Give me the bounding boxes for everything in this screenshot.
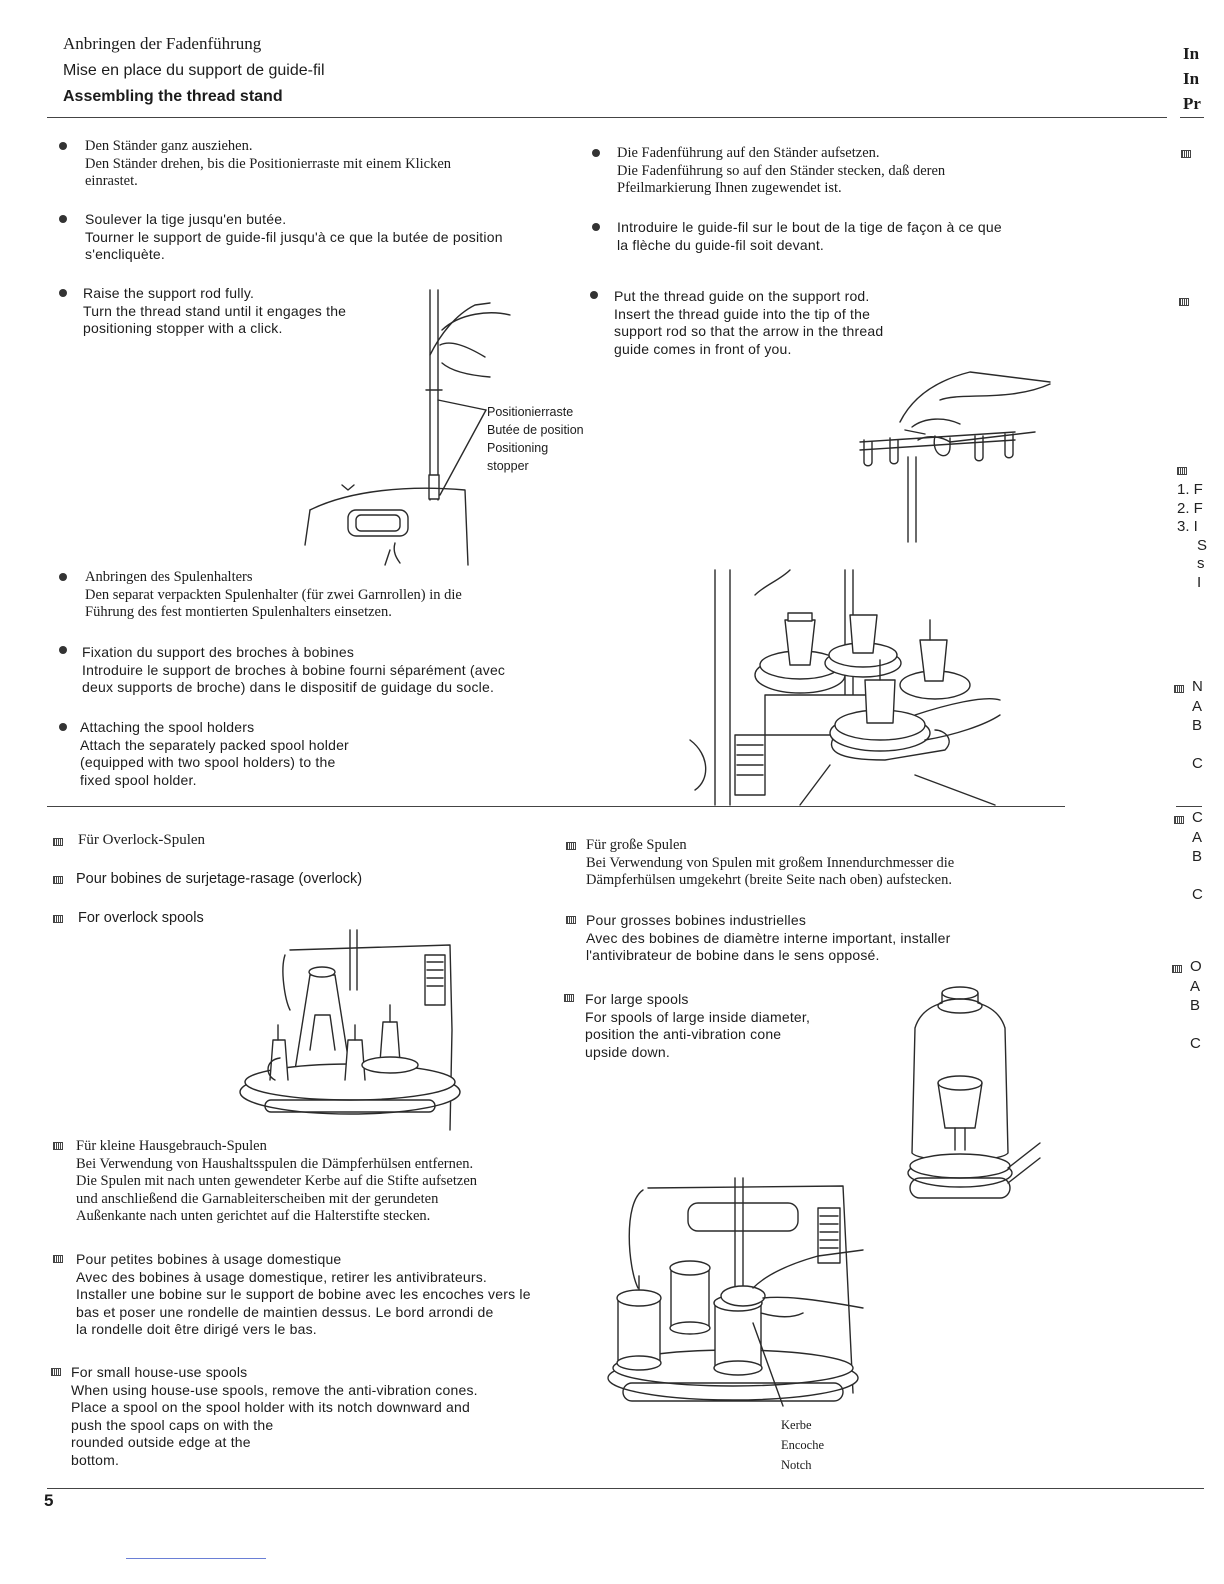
footer-rule	[47, 1488, 1204, 1489]
bullet-icon	[59, 215, 67, 223]
square-bullet-icon	[53, 915, 63, 923]
bullet-icon	[592, 223, 600, 231]
page-number: 5	[44, 1491, 54, 1510]
stand-left-en: Raise the support rod fully. Turn the thread stand until it engages the positioning stopper with a click.	[83, 285, 347, 336]
bullet-icon	[59, 573, 67, 581]
square-bullet-icon	[53, 1142, 63, 1150]
notch-label: Kerbe Encoche Notch	[781, 1418, 825, 1472]
square-bullet-icon	[51, 1368, 61, 1376]
large-spools-fr: Pour grosses bobines industrielles Avec des bobines de diamètre interne important, installer l'antivibrateur de bobine dans le sens opposé.	[586, 912, 951, 963]
large-spools-de: Für große Spulen Bei Verwendung von Spulen mit großem Innendurchmesser die Dämpferhülsen umgekehrt (breite Seite nach oben) aufstecken.	[586, 837, 955, 888]
stand-left-de: Den Ständer ganz ausziehen. Den Ständer drehen, bis die Positionierraste mit einem Klicken einrastet.	[85, 138, 452, 189]
bullet-icon	[59, 723, 67, 731]
title-english: Assembling the thread stand	[63, 88, 283, 105]
right-edge-letters-1: N A B C	[1192, 678, 1203, 772]
overlock-spools-illustration	[240, 930, 470, 1130]
bullet-icon	[590, 291, 598, 299]
small-spools-de: Für kleine Hausgebrauch-Spulen Bei Verwendung von Haushaltsspulen die Dämpferhülsen entfernen. Die Spulen mit nach unten gewendeter Kerbe auf die Stifte aufsetzen und anschließend die Garnableiterscheiben mit der gerundeten Außenkante nach unten gerichtet auf die Halterstifte stecken.	[76, 1138, 478, 1224]
square-bullet-icon	[1172, 965, 1182, 973]
square-bullet-icon	[1174, 816, 1184, 824]
edge-header-3: Pr	[1183, 94, 1201, 113]
bullet-icon	[59, 142, 67, 150]
square-bullet-icon	[1177, 467, 1187, 475]
square-bullet-icon	[566, 916, 576, 924]
square-bullet-icon	[1174, 685, 1184, 693]
large-spools-en: For large spools For spools of large inside diameter, position the anti-vibration cone upside down.	[585, 991, 811, 1060]
support-rod-illustration	[290, 285, 490, 565]
thread-guide-illustration	[850, 362, 1060, 547]
overlock-fr: Pour bobines de surjetage-rasage (overlock)	[76, 871, 363, 887]
edge-header-1: In	[1183, 44, 1200, 63]
page-edge-mark	[126, 1558, 266, 1559]
overlock-de: Für Overlock-Spulen	[78, 832, 206, 848]
bullet-icon	[59, 289, 67, 297]
square-bullet-icon	[1181, 150, 1191, 158]
square-bullet-icon	[564, 994, 574, 1002]
small-spools-illustration	[603, 1178, 868, 1413]
stopper-label: Positionierraste Butée de position Positioning stopper	[487, 405, 584, 473]
spool-holder-en: Attaching the spool holders Attach the separately packed spool holder (equipped with two spool holders) to the fixed spool holder.	[80, 719, 349, 788]
small-spools-fr: Pour petites bobines à usage domestique Avec des bobines à usage domestique, retirer les antivibrateurs. Installer une bobine sur le support de bobine avec les encoches vers le bas et poser une rondelle de maintien dessus. Le bord arrondi de la rondelle doit être dirigé vers le bas.	[76, 1251, 531, 1337]
stand-right-en: Put the thread guide on the support rod. Insert the thread guide into the tip of the support rod so that the arrow in the thread guide comes in front of you.	[614, 288, 884, 357]
stand-left-fr: Soulever la tige jusqu'en butée. Tourner le support de guide-fil jusqu'à ce que la butée de position s'encliquète.	[85, 211, 503, 262]
header-rule-right	[1180, 117, 1204, 118]
stand-right-de: Die Fadenführung auf den Ständer aufsetzen. Die Fadenführung so auf den Ständer stecken, daß deren Pfeilmarkierung Ihnen zugewendet ist.	[617, 145, 946, 196]
bullet-icon	[592, 149, 600, 157]
overlock-en: For overlock spools	[78, 910, 204, 926]
title-german: Anbringen der Fadenführung	[63, 34, 262, 53]
square-bullet-icon	[1179, 298, 1189, 306]
edge-header-2: In	[1183, 69, 1200, 88]
spool-holder-fr: Fixation du support des broches à bobines Introduire le support de broches à bobine fourni séparément (avec deux supports de broche) dans le dispositif de guidage du socle.	[82, 644, 506, 695]
square-bullet-icon	[53, 876, 63, 884]
header-rule	[47, 117, 1167, 118]
spool-holder-illustration	[685, 565, 1005, 810]
square-bullet-icon	[53, 1255, 63, 1263]
section-rule-right	[1176, 806, 1202, 807]
right-edge-header	[1183, 41, 1201, 116]
right-edge-list: 1. F 2. F 3. I S s I	[1177, 481, 1208, 591]
stand-right-fr: Introduire le guide-fil sur le bout de la tige de façon à ce que la flèche du guide-fil soit devant.	[617, 219, 1002, 253]
title-french: Mise en place du support de guide-fil	[63, 62, 325, 79]
small-spools-en: For small house-use spools When using house-use spools, remove the anti-vibration cones. Place a spool on the spool holder with its notch downward and push the spool caps on with the rounded outside edge at the bottom.	[71, 1364, 478, 1468]
section-rule	[47, 806, 1065, 807]
right-edge-letters-3: O A B C	[1190, 958, 1202, 1052]
right-edge-letters-2: C A B C	[1192, 809, 1203, 903]
spool-holder-de: Anbringen des Spulenhalters Den separat verpackten Spulenhalter (für zwei Garnrollen) in die Führung des fest montierten Spulenhalters einsetzen.	[85, 569, 462, 620]
square-bullet-icon	[566, 842, 576, 850]
bullet-icon	[59, 646, 67, 654]
square-bullet-icon	[53, 838, 63, 846]
large-spool-illustration	[900, 978, 1045, 1208]
